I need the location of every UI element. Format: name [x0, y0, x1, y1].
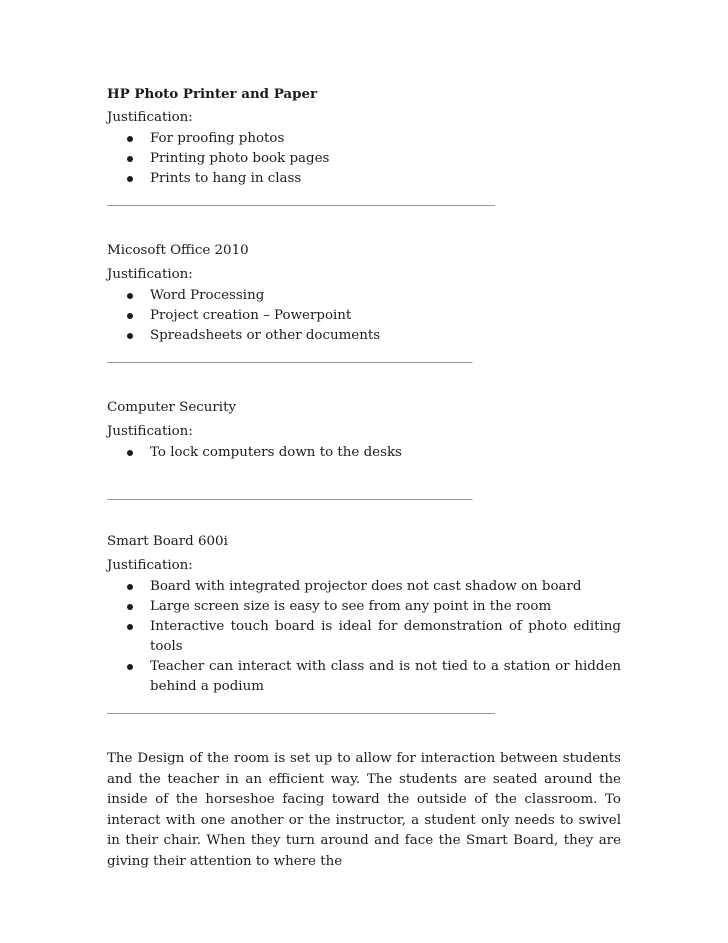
divider-rule: _________________________________________________________________________________: [107, 487, 472, 500]
bullet-list: [107, 286, 621, 346]
justification-label: Justification:: [107, 267, 193, 282]
section-microsoft-office: [107, 241, 621, 365]
list-item: To lock computers down to the desks: [107, 443, 621, 463]
justification-label: Justification:: [107, 424, 193, 439]
bullet-list: [107, 577, 621, 697]
bullet-icon: [127, 136, 133, 142]
list-item: Printing photo book pages: [107, 149, 621, 169]
bullet-list: [107, 129, 621, 189]
body-paragraph: The Design of the room is set up to allow for interaction between students and the teacher in an efficient way. The students are seated around the inside of the horseshoe facing toward the outside of the classroom. To interact with one another or the instructor, a student only needs to swivel in their chair. When they turn around and face the Smart Board, they are giving their attention to where the: [107, 751, 621, 869]
divider-rule: ______________________________________________________________________________________: [107, 701, 494, 714]
bullet-icon: [127, 450, 133, 456]
bullet-icon: [127, 584, 133, 590]
section-title: Smart Board 600i: [107, 534, 228, 549]
list-item: Spreadsheets or other documents: [107, 326, 621, 346]
bullet-icon: [127, 624, 133, 630]
justification-label: Justification:: [107, 110, 193, 125]
section-title: Micosoft Office 2010: [107, 243, 249, 258]
list-item: Prints to hang in class: [107, 169, 621, 189]
section-title: HP Photo Printer and Paper: [107, 86, 318, 102]
bullet-icon: [127, 156, 133, 162]
list-item: Teacher can interact with class and is not tied to a station or hidden behind a podium: [107, 657, 621, 697]
bullet-icon: [127, 176, 133, 182]
section-smart-board: [107, 532, 621, 716]
bullet-icon: [127, 664, 133, 670]
bullet-icon: [127, 293, 133, 299]
list-item: Interactive touch board is ideal for demonstration of photo editing tools: [107, 617, 621, 657]
divider-rule: ______________________________________________________________________________________: [107, 193, 494, 206]
section-title: Computer Security: [107, 400, 237, 415]
justification-label: Justification:: [107, 558, 193, 573]
list-item: Board with integrated projector does not cast shadow on board: [107, 577, 621, 597]
list-item: Project creation – Powerpoint: [107, 306, 621, 326]
section-computer-security: [107, 398, 621, 502]
section-hp-photo-printer: [107, 84, 621, 208]
list-item: Large screen size is easy to see from any point in the room: [107, 597, 621, 617]
bullet-icon: [127, 604, 133, 610]
list-item: For proofing photos: [107, 129, 621, 149]
list-item: Word Processing: [107, 286, 621, 306]
divider-rule: _________________________________________________________________________________: [107, 350, 472, 363]
bullet-list: [107, 443, 621, 463]
bullet-icon: [127, 333, 133, 339]
document-content: [107, 84, 621, 872]
bullet-icon: [127, 313, 133, 319]
